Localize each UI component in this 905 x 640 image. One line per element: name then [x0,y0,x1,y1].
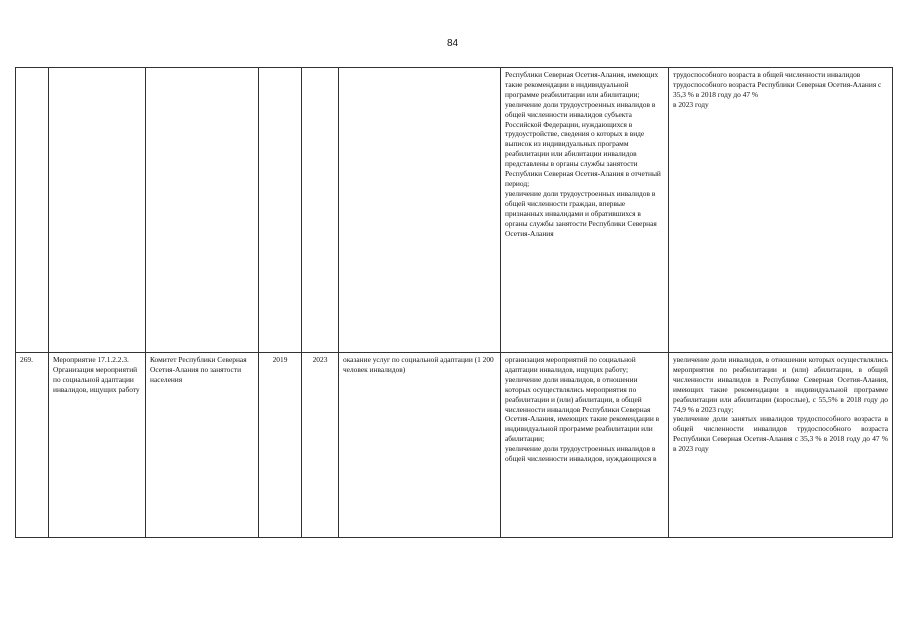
results-cell [669,353,893,538]
indicator-text: увеличение доли трудоустроенных инвалидов в общей численности граждан, впервые признанных инвалидами и обратившихся в органы службы занятости Республики Северная Осетия-Алания [505,188,657,238]
row-number-cell [16,68,49,353]
table-row [16,68,893,353]
indicator-text: увеличение доли инвалидов, в отношении которых осуществлялись мероприятия по реабилитации и (или) абилитации, в общей численности инвалидов Республики Северная Осетия-Алания, имеющих такие рекомендации в индивидуальной программе реабилитации или абилитации; [505,374,660,444]
indicator-text: организация мероприятий по социальной адаптации инвалидов, ищущих работу; [505,355,636,374]
year-start-cell: 2019 [259,353,302,538]
result-text: увеличение доли инвалидов, в отношении которых осуществлялись мероприятия по реабилитации и (или) абилитации, в общей численности инвалидов в Республике Северная Осетия-Алания, имеющих такие рекомендации в индивидуальной программе реабилитации или абилитации (взрослые), с 55,5% в 2018 году до 74,9 % в 2023 году; [673,355,888,414]
indicators-cell [501,68,669,353]
year-end-cell [302,68,339,353]
measure-cell [49,68,146,353]
content-cell: оказание услуг по социальной адаптации (1 200 человек инвалидов) [339,353,501,538]
measures-table [15,67,893,538]
result-text: увеличение доли занятых инвалидов трудоспособного возраста в общей численности инвалидов трудоспособного возраста Республики Северная Осетия-Алания с 35,3 % в 2018 году до 47 % в 2023 году [673,414,888,454]
indicator-text: Республики Северная Осетия-Алания, имеющих такие рекомендации в индивидуальной программе реабилитации или абилитации; [505,70,659,99]
executor-cell: Комитет Республики Северная Осетия-Алания по занятости населения [146,353,259,538]
result-text: трудоспособного возраста в общей численности инвалидов трудоспособного возраста Республики Северная Осетия-Алания с 35,3 % в 2018 году до 47 % [673,70,882,99]
indicator-text: увеличение доли трудоустроенных инвалидов в общей численности инвалидов, нуждающихся в [505,444,657,464]
page-number: 84 [446,38,459,49]
row-number-cell: 269. [16,353,49,538]
executor-cell [146,68,259,353]
indicators-cell [501,353,669,538]
content-cell [339,68,501,353]
year-end-cell: 2023 [302,353,339,538]
results-cell [669,68,893,353]
indicator-text: увеличение доли трудоустроенных инвалидов в общей численности инвалидов субъекта Российской Федерации, нуждающихся в трудоустройстве, сведения о которых в виде выписок из индивидуальных программ реабилитации или абилитации инвалидов представлены в органы службы занятости Республики Северная Осетия-Алания в отчетный период; [505,99,661,188]
table-row [16,353,893,538]
result-text: в 2023 году [673,99,709,109]
measure-cell: Мероприятие 17.1.2.2.3. Организация мероприятий по социальной адаптации инвалидов, ищущих работу [49,353,146,538]
year-start-cell [259,68,302,353]
